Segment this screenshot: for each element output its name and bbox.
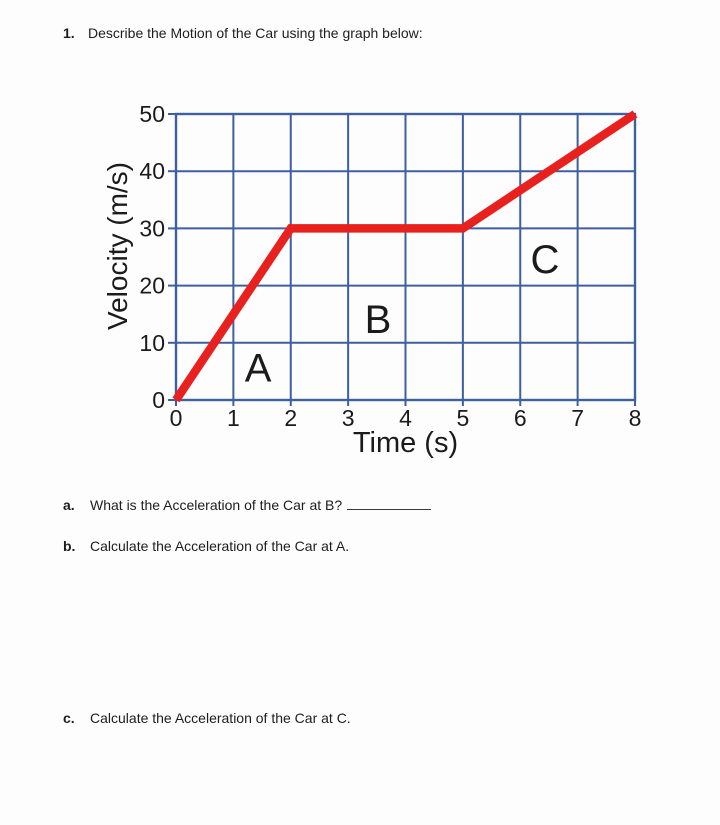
x-tick-label: 1 <box>226 405 240 431</box>
x-tick-label: 7 <box>571 405 585 431</box>
question-a-text: What is the Acceleration of the Car at B? <box>90 497 343 513</box>
question-1-number: 1. <box>63 25 75 41</box>
x-tick-label: 5 <box>456 405 470 431</box>
question-c <box>63 710 351 727</box>
question-b-marker: b. <box>63 538 76 554</box>
annotation-A: A <box>244 346 272 391</box>
annotation-C: C <box>530 238 560 283</box>
y-tick-label: 30 <box>139 215 165 242</box>
x-tick-label: 0 <box>169 405 183 431</box>
question-c-text: Calculate the Acceleration of the Car at C. <box>90 710 351 726</box>
y-tick-label: 0 <box>152 387 165 413</box>
x-tick-label: 8 <box>628 405 642 431</box>
question-c-marker: c. <box>63 710 75 726</box>
annotation-B: B <box>364 298 392 343</box>
y-tick-label: 10 <box>139 329 165 356</box>
x-tick-label: 4 <box>399 405 412 431</box>
question-a-marker: a. <box>63 497 75 513</box>
question-b-text: Calculate the Acceleration of the Car at A. <box>90 538 350 554</box>
question-b <box>63 538 349 555</box>
question-a <box>63 495 431 514</box>
y-tick-label: 40 <box>139 158 165 185</box>
x-tick-label: 2 <box>284 405 298 431</box>
y-tick-label: 20 <box>139 272 165 299</box>
question-1-text: Describe the Motion of the Car using the graph below: <box>88 25 423 41</box>
answer-blank <box>347 495 431 510</box>
x-tick-label: 3 <box>341 405 355 431</box>
x-tick-label: 6 <box>513 405 527 431</box>
y-tick-label: 50 <box>139 101 165 127</box>
y-axis-label: Velocity (m/s) <box>102 161 133 331</box>
x-axis-label: Time (s) <box>352 427 459 459</box>
